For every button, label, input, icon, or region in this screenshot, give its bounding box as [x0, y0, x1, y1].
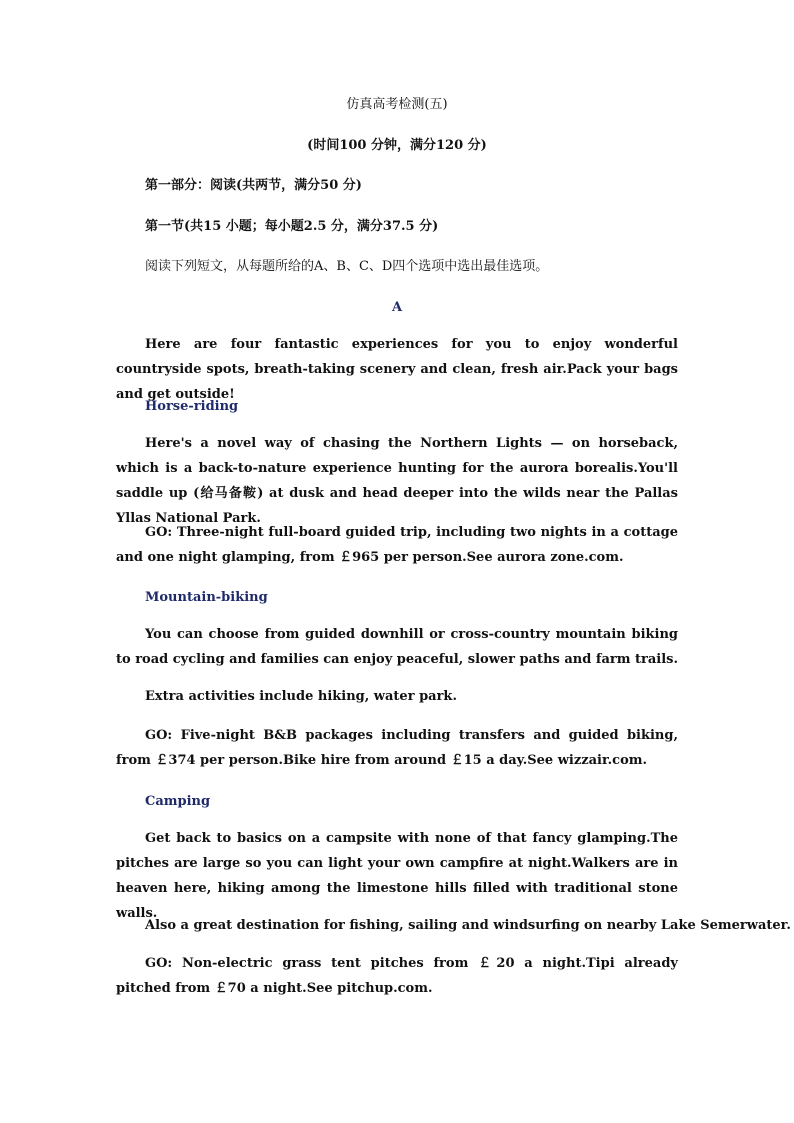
section-heading: 第一节(共15 小题；每小题2.5 分，满分37.5 分)	[145, 219, 439, 234]
horse-riding-heading: Horse-riding	[145, 399, 239, 414]
camping-extra: Also a great destination for fishing, sailing and windsurfing on nearby Lake Semerwater.	[145, 918, 791, 933]
camping-go: GO: Non-electric grass tent pitches from ￡20 a night.Tipi already pitched from ￡70 a night.See pitchup.com.	[116, 956, 678, 996]
mountain-biking-heading: Mountain-biking	[145, 590, 268, 605]
mountain-biking-extra: Extra activities include hiking, water park.	[145, 689, 457, 704]
intro-paragraph: Here are four fantastic experiences for you to enjoy wonderful countryside spots, breath-taking scenery and clean, fresh air.Pack your bags and get outside!	[116, 337, 678, 402]
horse-riding-body: Here's a novel way of chasing the Northern Lights — on horseback, which is a back-to-nature experience hunting for the aurora borealis.You'll saddle up (给马备鞍) at dusk and head deeper into the wilds near the Pallas Yllas National Park.	[116, 436, 678, 526]
part-heading: 第一部分：阅读(共两节，满分50 分)	[145, 178, 362, 193]
camping-body: Get back to basics on a campsite with none of that fancy glamping.The pitches are large so you can light your own campfire at night.Walkers are in heaven here, hiking among the limestone hills filled with traditional stone walls.	[116, 831, 678, 921]
passage-label: A	[391, 300, 403, 315]
mountain-biking-body: You can choose from guided downhill or cross-country mountain biking to road cycling and families can enjoy peaceful, slower paths and farm trails.	[116, 627, 678, 667]
camping-heading: Camping	[145, 794, 211, 809]
instruction-text: 阅读下列短文，从每题所给的A、B、C、D四个选项中选出最佳选项。	[145, 259, 549, 274]
document-title: 仿真高考检测(五)	[346, 97, 448, 112]
horse-riding-go: GO: Three-night full-board guided trip, including two nights in a cottage and one night glamping, from ￡965 per person.See aurora zone.com.	[116, 525, 678, 565]
time-info: (时间100 分钟，满分120 分)	[307, 138, 487, 153]
mountain-biking-go: GO: Five-night B&B packages including transfers and guided biking, from ￡374 per person.Bike hire from around ￡15 a day.See wizzair.com.	[116, 728, 678, 768]
